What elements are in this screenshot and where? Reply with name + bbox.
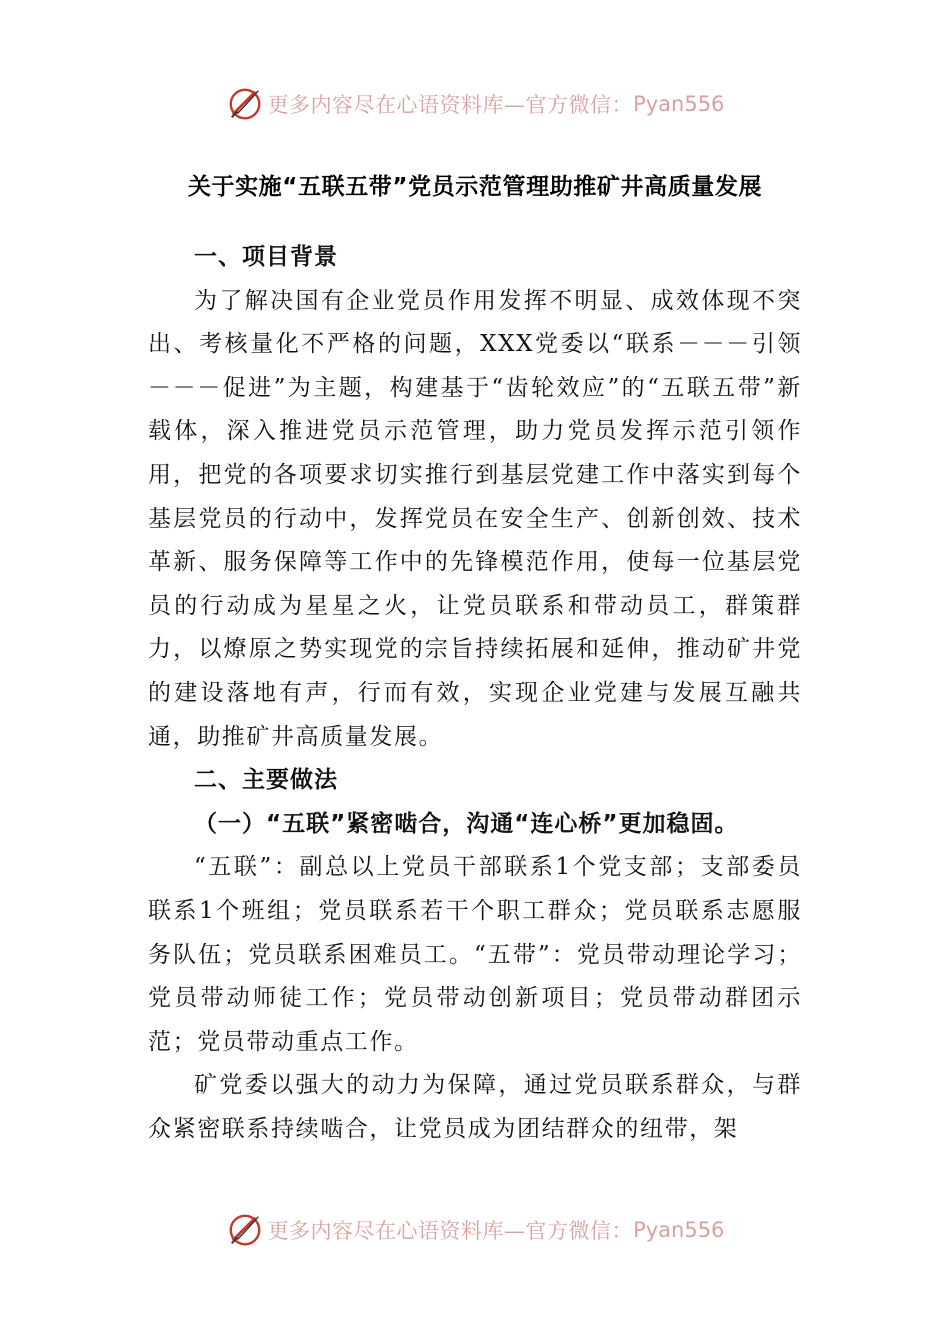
watermark-text: 更多内容尽在心语资料库—官方微信： <box>267 1219 634 1243</box>
subsection-heading-five-links: （一）“五联”紧密啮合，沟通“连心桥”更加稳固。 <box>194 810 739 837</box>
document-title: 关于实施“五联五带”党员示范管理助推矿井高质量发展 <box>187 174 763 200</box>
watermark-banner-top <box>0 84 950 124</box>
party-committee-paragraph: 矿党委以强大的动力为保障，通过党员联系群众，与群众紧密联系持续啮合，让党员成为团结群众的纽带，架 <box>148 1072 802 1142</box>
pen-logo-icon <box>226 1211 264 1249</box>
section-heading-background: 一、项目背景 <box>194 244 338 270</box>
background-paragraph: 为了解决国有企业党员作用发挥不明显、成效体现不突出、考核量化不严格的问题，XXX党委以“联系－－－引领－－－促进”为主题，构建基于“齿轮效应”的“五联五带”新载体，深入推进党员示范管理，助力党员发挥示范引领作用，把党的各项要求切实推行到基层党建工作中落实到每个基层党员的行动中，发挥党员在安全生产、创新创效、技术革新、服务保障等工作中的先锋模范作用，使每一位基层党员的行动成为星星之火，让党员联系和带动员工，群策群力，以燎原之势实现党的宗旨持续拓展和延伸，推动矿井党的建设落地有声，行而有效，实现企业党建与发展互融共通，助推矿井高质量发展。 <box>148 287 802 750</box>
watermark-text: 更多内容尽在心语资料库—官方微信： <box>267 93 634 117</box>
watermark-wechat-id: Pyan556 <box>633 92 725 116</box>
watermark-wechat-id: Pyan556 <box>633 1218 725 1242</box>
pen-logo-icon <box>226 85 264 123</box>
section-heading-methods: 二、主要做法 <box>194 767 338 794</box>
document-body <box>148 236 802 1151</box>
watermark-banner-bottom <box>0 1210 950 1250</box>
five-links-paragraph: “五联”：副总以上党员干部联系1个党支部；支部委员联系1个班组；党员联系若干个职工群众；党员联系志愿服务队伍；党员联系困难员工。“五带”：党员带动理论学习；党员带动师徒工作；党员带动创新项目；党员带动群团示范；党员带动重点工作。 <box>148 854 802 1055</box>
